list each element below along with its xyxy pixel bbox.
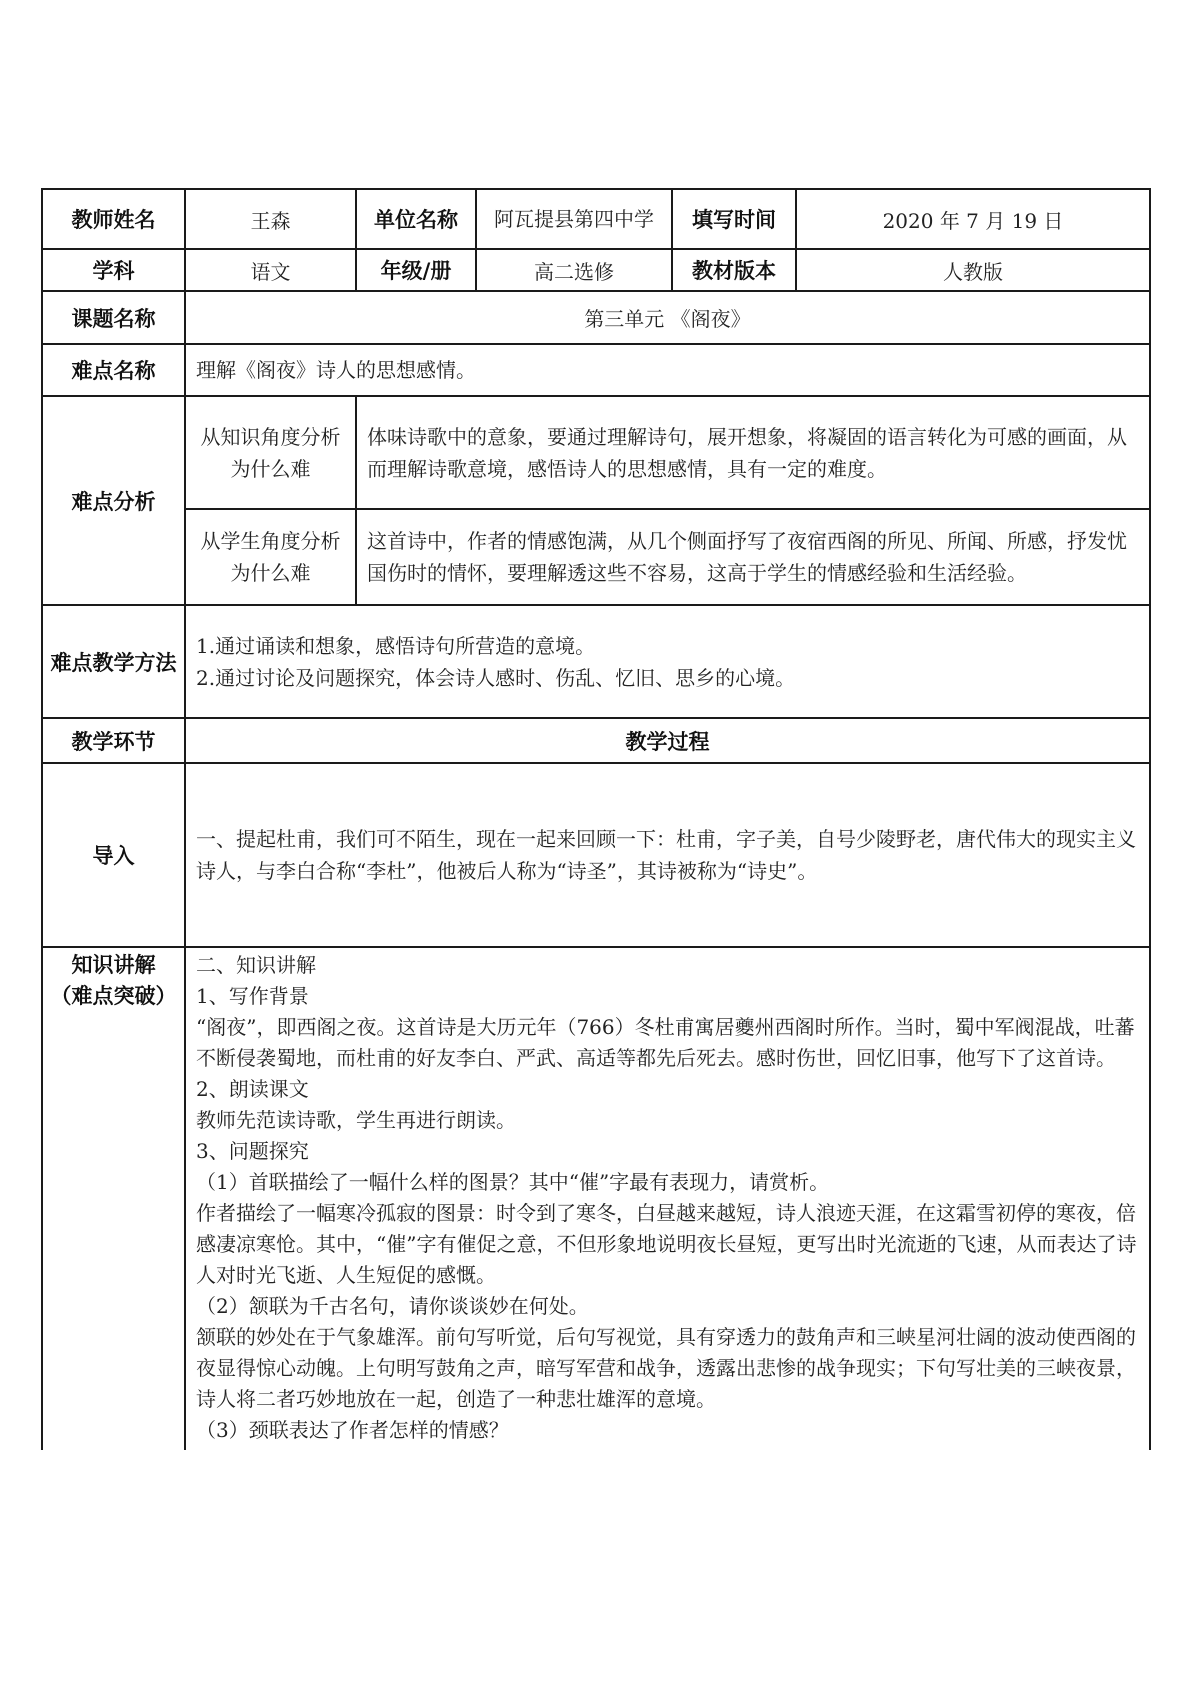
teacher-label: 教师姓名 xyxy=(42,189,185,249)
stage-header-label: 教学环节 xyxy=(42,718,185,763)
topic-value: 第三单元 《阁夜》 xyxy=(185,291,1150,344)
question-1: （1）首联描绘了一幅什么样的图景？其中“催”字最有表现力，请赏析。 xyxy=(196,1170,830,1194)
unit-label: 单位名称 xyxy=(356,189,476,249)
unit-value: 阿瓦提县第四中学 xyxy=(476,189,672,249)
analysis-student-row xyxy=(42,509,1150,605)
edition-label: 教材版本 xyxy=(672,249,796,291)
header-row-2 xyxy=(42,249,1150,291)
inquiry-heading: 3、问题探究 xyxy=(196,1139,309,1163)
methods-content xyxy=(185,605,1150,718)
lesson-plan-table xyxy=(41,188,1151,1450)
topic-row xyxy=(42,291,1150,344)
reading-heading: 2、朗读课文 xyxy=(196,1077,309,1101)
grade-value: 高二选修 xyxy=(476,249,672,291)
analysis-label: 难点分析 xyxy=(42,396,185,605)
student-angle-label: 从学生角度分析为什么难 xyxy=(185,509,356,605)
question-3: （3）颈联表达了作者怎样的情感？ xyxy=(196,1418,509,1442)
answer-1: 作者描绘了一幅寒冷孤寂的图景：时令到了寒冬，白昼越来越短，诗人浪迹天涯，在这霜雪初停的寒夜，倍感凄凉寒怆。其中，“催”字有催促之意，不但形象地说明夜长昼短，更写出时光流逝的飞速，从而表达了诗人对时光飞逝、人生短促的感慨。 xyxy=(196,1201,1137,1287)
knowledge-angle-label: 从知识角度分析为什么难 xyxy=(185,396,356,509)
methods-row xyxy=(42,605,1150,718)
process-header-row xyxy=(42,718,1150,763)
intro-row xyxy=(42,763,1150,947)
grade-label: 年级/册 xyxy=(356,249,476,291)
knowledge-label xyxy=(42,947,185,1450)
knowledge-label-line-1: 知识讲解 xyxy=(71,953,156,977)
edition-value: 人教版 xyxy=(796,249,1150,291)
knowledge-row xyxy=(42,947,1150,1450)
analysis-knowledge-row xyxy=(42,396,1150,509)
method-item-1: 1.通过诵读和想象，感悟诗句所营造的意境。 xyxy=(196,633,596,658)
difficulty-row xyxy=(42,344,1150,396)
difficulty-label: 难点名称 xyxy=(42,344,185,396)
date-label: 填写时间 xyxy=(672,189,796,249)
background-text: “阁夜”，即西阁之夜。这首诗是大历元年（766）冬杜甫寓居夔州西阁时所作。当时，蜀中军阀混战，吐蕃不断侵袭蜀地，而杜甫的好友李白、严武、高适等都先后死去。感时伤世，回忆旧事，他写下了这首诗。 xyxy=(196,1015,1135,1070)
background-heading: 1、写作背景 xyxy=(196,984,309,1008)
header-row-1 xyxy=(42,189,1150,249)
date-value: 2020 年 7 月 19 日 xyxy=(796,189,1150,249)
knowledge-heading: 二、知识讲解 xyxy=(196,953,316,977)
intro-label: 导入 xyxy=(42,763,185,947)
topic-label: 课题名称 xyxy=(42,291,185,344)
question-2: （2）颔联为千古名句，请你谈谈妙在何处。 xyxy=(196,1294,589,1318)
method-item-2: 2.通过讨论及问题探究，体会诗人感时、伤乱、忆旧、思乡的心境。 xyxy=(196,665,796,690)
subject-label: 学科 xyxy=(42,249,185,291)
process-header-label: 教学过程 xyxy=(185,718,1150,763)
student-angle-text: 这首诗中，作者的情感饱满，从几个侧面抒写了夜宿西阁的所见、所闻、所感，抒发忧国伤时的情怀，要理解透这些不容易，这高于学生的情感经验和生活经验。 xyxy=(356,509,1150,605)
methods-label: 难点教学方法 xyxy=(42,605,185,718)
knowledge-content xyxy=(185,947,1150,1450)
knowledge-angle-text: 体味诗歌中的意象，要通过理解诗句，展开想象，将凝固的语言转化为可感的画面，从而理解诗歌意境，感悟诗人的思想感情，具有一定的难度。 xyxy=(356,396,1150,509)
answer-2: 颔联的妙处在于气象雄浑。前句写听觉，后句写视觉，具有穿透力的鼓角声和三峡星河壮阔的波动使西阁的夜显得惊心动魄。上句明写鼓角之声，暗写军营和战争，透露出悲惨的战争现实；下句写壮美的三峡夜景，诗人将二者巧妙地放在一起，创造了一种悲壮雄浑的意境。 xyxy=(196,1325,1136,1411)
teacher-value: 王森 xyxy=(185,189,356,249)
intro-text: 一、提起杜甫，我们可不陌生，现在一起来回顾一下：杜甫，字子美，自号少陵野老，唐代伟大的现实主义诗人，与李白合称“李杜”，他被后人称为“诗圣”，其诗被称为“诗史”。 xyxy=(185,763,1150,947)
subject-value: 语文 xyxy=(185,249,356,291)
reading-text: 教师先范读诗歌，学生再进行朗读。 xyxy=(196,1108,516,1132)
difficulty-value: 理解《阁夜》诗人的思想感情。 xyxy=(185,344,1150,396)
knowledge-label-line-2: （难点突破） xyxy=(50,984,177,1008)
